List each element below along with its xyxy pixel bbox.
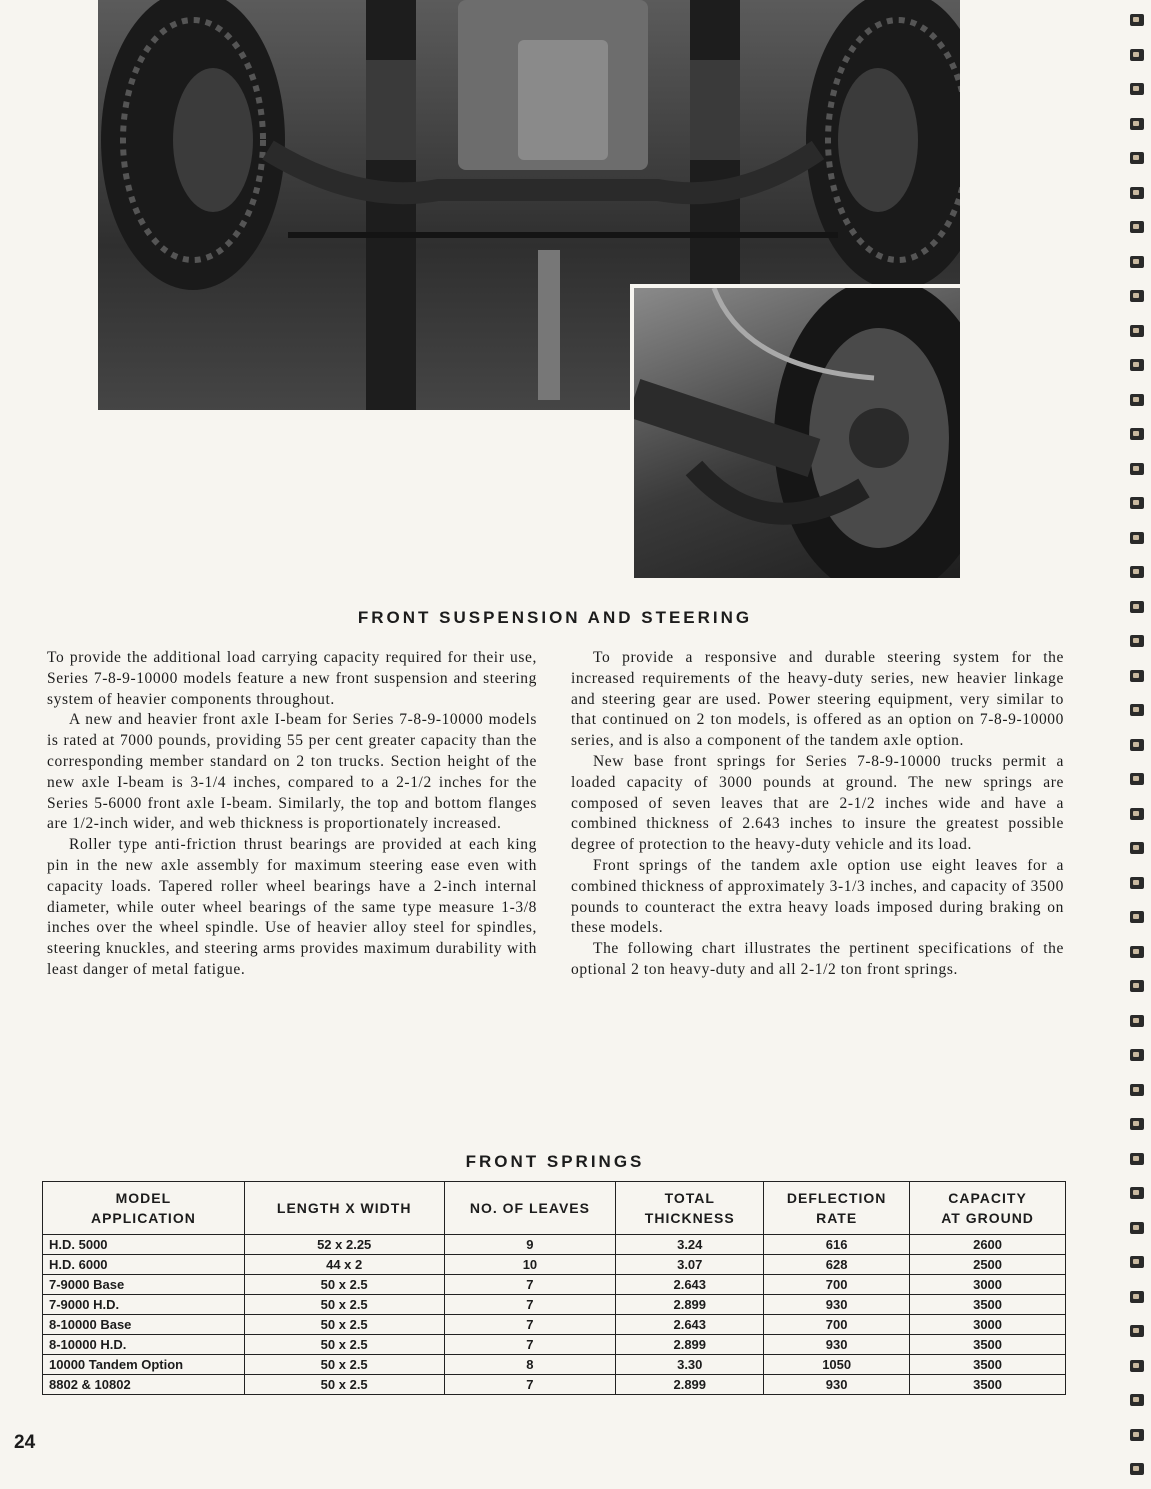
- cell-capacity: 2600: [910, 1235, 1066, 1255]
- cell-capacity: 3500: [910, 1375, 1066, 1395]
- cell-leaves: 7: [444, 1335, 616, 1355]
- section-heading-front-springs: FRONT SPRINGS: [465, 1152, 645, 1171]
- cell-deflection: 930: [764, 1295, 910, 1315]
- binding-hole: [1130, 773, 1144, 785]
- binding-hole: [1130, 601, 1144, 613]
- cell-length-width: 44 x 2: [244, 1255, 444, 1275]
- binding-hole: [1130, 1187, 1144, 1199]
- binding-hole: [1130, 1084, 1144, 1096]
- cell-thickness: 2.643: [616, 1275, 764, 1295]
- binding-hole: [1130, 1291, 1144, 1303]
- cell-thickness: 2.899: [616, 1335, 764, 1355]
- cell-deflection: 628: [764, 1255, 910, 1275]
- paragraph: To provide a responsive and durable steering system for the increased requirements of the heavy-duty series, new heavier linkage and steering gear are used. Power steering equipment, very similar to that continued on 2 ton models, is offered as an option on 7-8-9-10000 series, and is also a component of the tandem axle option.: [571, 649, 1064, 750]
- cell-thickness: 3.30: [616, 1355, 764, 1375]
- cell-capacity: 3500: [910, 1355, 1066, 1375]
- cell-leaves: 9: [444, 1235, 616, 1255]
- binding-hole: [1130, 842, 1144, 854]
- binding-hole: [1130, 739, 1144, 751]
- paragraph: A new and heavier front axle I-beam for Series 7-8-9-10000 models is rated at 7000 pounds, providing 55 per cent greater capacity than the corresponding member standard on 2 ton trucks. Section height of the new axle I-beam is 3-1/4 inches, compared to a 2-1/2 inches for the Series 5-6000 front axle I-beam. Similarly, the top and bottom flanges are 1/2-inch wider, and web thickness is proportionately increased.: [47, 711, 537, 833]
- table-row: [43, 1235, 1066, 1255]
- cell-capacity: 3000: [910, 1275, 1066, 1295]
- binding-hole: [1130, 566, 1144, 578]
- cell-thickness: 2.899: [616, 1295, 764, 1315]
- cell-model: H.D. 6000: [43, 1255, 245, 1275]
- header-length-width: LENGTH X WIDTH: [244, 1182, 444, 1235]
- binding-hole: [1130, 428, 1144, 440]
- table-row: [43, 1315, 1066, 1335]
- paragraph: Front springs of the tandem axle option use eight leaves for a combined thickness of approximately 3-1/3 inches, and capacity of 3500 pounds to counteract the extra heavy loads imposed during braking on these models.: [571, 856, 1064, 937]
- binding-hole: [1130, 1222, 1144, 1234]
- cell-deflection: 930: [764, 1335, 910, 1355]
- cell-length-width: 50 x 2.5: [244, 1295, 444, 1315]
- binding-hole: [1130, 221, 1144, 233]
- cell-model: 10000 Tandem Option: [43, 1355, 245, 1375]
- binding-hole: [1130, 83, 1144, 95]
- binding-hole: [1130, 877, 1144, 889]
- binding-hole: [1130, 911, 1144, 923]
- binding-hole: [1130, 946, 1144, 958]
- wheel-hub-illustration: [634, 288, 960, 578]
- binding-hole: [1130, 497, 1144, 509]
- binding-hole: [1130, 14, 1144, 26]
- header-deflection-rate: DEFLECTION RATE: [764, 1182, 910, 1235]
- binding-hole: [1130, 1360, 1144, 1372]
- cell-thickness: 3.24: [616, 1235, 764, 1255]
- cell-leaves: 7: [444, 1315, 616, 1335]
- binding-hole: [1130, 1153, 1144, 1165]
- binding-hole: [1130, 1049, 1144, 1061]
- cell-leaves: 7: [444, 1375, 616, 1395]
- cell-leaves: 7: [444, 1275, 616, 1295]
- cell-capacity: 3500: [910, 1295, 1066, 1315]
- paragraph: To provide the additional load carrying capacity required for their use, Series 7-8-9-10000 models feature a new front suspension and steering system of heavier components throughout.: [47, 649, 537, 708]
- binding-hole: [1130, 1118, 1144, 1130]
- binding-hole: [1130, 808, 1144, 820]
- cell-model: H.D. 5000: [43, 1235, 245, 1255]
- header-capacity-at-ground: CAPACITY AT GROUND: [910, 1182, 1066, 1235]
- table-row: [43, 1375, 1066, 1395]
- binding-hole: [1130, 359, 1144, 371]
- table-header-row: [43, 1182, 1066, 1235]
- cell-deflection: 700: [764, 1275, 910, 1295]
- cell-capacity: 3500: [910, 1335, 1066, 1355]
- binding-hole: [1130, 635, 1144, 647]
- binding-hole: [1130, 394, 1144, 406]
- cell-length-width: 52 x 2.25: [244, 1235, 444, 1255]
- cell-length-width: 50 x 2.5: [244, 1355, 444, 1375]
- binding-hole: [1130, 256, 1144, 268]
- cell-length-width: 50 x 2.5: [244, 1315, 444, 1335]
- cell-model: 7-9000 Base: [43, 1275, 245, 1295]
- cell-model: 7-9000 H.D.: [43, 1295, 245, 1315]
- left-text-column: [47, 648, 537, 981]
- binding-hole: [1130, 670, 1144, 682]
- spiral-binding: [1121, 0, 1151, 1489]
- cell-deflection: 1050: [764, 1355, 910, 1375]
- binding-hole: [1130, 704, 1144, 716]
- header-model-application: MODEL APPLICATION: [43, 1182, 245, 1235]
- binding-hole: [1130, 1325, 1144, 1337]
- cell-thickness: 2.643: [616, 1315, 764, 1335]
- section-heading-front-suspension: FRONT SUSPENSION AND STEERING: [357, 608, 753, 627]
- binding-hole: [1130, 1394, 1144, 1406]
- cell-model: 8-10000 H.D.: [43, 1335, 245, 1355]
- page-number: 24: [14, 1432, 36, 1453]
- binding-hole: [1130, 187, 1144, 199]
- paragraph: The following chart illustrates the pertinent specifications of the optional 2 ton heavy-duty and all 2-1/2 ton front springs.: [571, 940, 1064, 978]
- table-row: [43, 1275, 1066, 1295]
- binding-hole: [1130, 325, 1144, 337]
- cell-capacity: 3000: [910, 1315, 1066, 1335]
- cell-capacity: 2500: [910, 1255, 1066, 1275]
- binding-hole: [1130, 290, 1144, 302]
- cell-deflection: 930: [764, 1375, 910, 1395]
- binding-hole: [1130, 1256, 1144, 1268]
- binding-hole: [1130, 118, 1144, 130]
- binding-hole: [1130, 980, 1144, 992]
- cell-thickness: 2.899: [616, 1375, 764, 1395]
- steering-linkage-inset-photo: [630, 284, 960, 578]
- front-springs-table: [42, 1181, 1066, 1395]
- cell-length-width: 50 x 2.5: [244, 1375, 444, 1395]
- binding-hole: [1130, 532, 1144, 544]
- binding-hole: [1130, 1015, 1144, 1027]
- cell-model: 8-10000 Base: [43, 1315, 245, 1335]
- paragraph: Roller type anti-friction thrust bearings are provided at each king pin in the new axle assembly for maximum steering ease even with capacity loads. Tapered roller wheel bearings have a 2-inch internal diameter, while outer wheel bearings of the same type measure 1-3/8 inches over the wheel spindle. Use of heavier alloy steel for spindles, steering knuckles, and steering arms provides maximum durability with least danger of metal fatigue.: [47, 836, 537, 978]
- paragraph: New base front springs for Series 7-8-9-10000 trucks permit a loaded capacity of 3000 pounds at ground. The new springs are composed of seven leaves that are 2-1/2 inches wide and have a combined thickness of 2.643 inches to insure the greatest possible degree of protection to the heavy-duty vehicle and its load.: [571, 752, 1064, 854]
- cell-length-width: 50 x 2.5: [244, 1335, 444, 1355]
- cell-leaves: 8: [444, 1355, 616, 1375]
- binding-hole: [1130, 1463, 1144, 1475]
- cell-leaves: 10: [444, 1255, 616, 1275]
- right-text-column: [571, 648, 1064, 981]
- table-row: [43, 1255, 1066, 1275]
- header-number-of-leaves: NO. OF LEAVES: [444, 1182, 616, 1235]
- header-total-thickness: TOTAL THICKNESS: [616, 1182, 764, 1235]
- table-row: [43, 1355, 1066, 1375]
- table-row: [43, 1295, 1066, 1315]
- cell-deflection: 616: [764, 1235, 910, 1255]
- cell-leaves: 7: [444, 1295, 616, 1315]
- cell-deflection: 700: [764, 1315, 910, 1335]
- table-row: [43, 1335, 1066, 1355]
- binding-hole: [1130, 152, 1144, 164]
- cell-thickness: 3.07: [616, 1255, 764, 1275]
- binding-hole: [1130, 1429, 1144, 1441]
- cell-length-width: 50 x 2.5: [244, 1275, 444, 1295]
- cell-model: 8802 & 10802: [43, 1375, 245, 1395]
- binding-hole: [1130, 49, 1144, 61]
- binding-hole: [1130, 463, 1144, 475]
